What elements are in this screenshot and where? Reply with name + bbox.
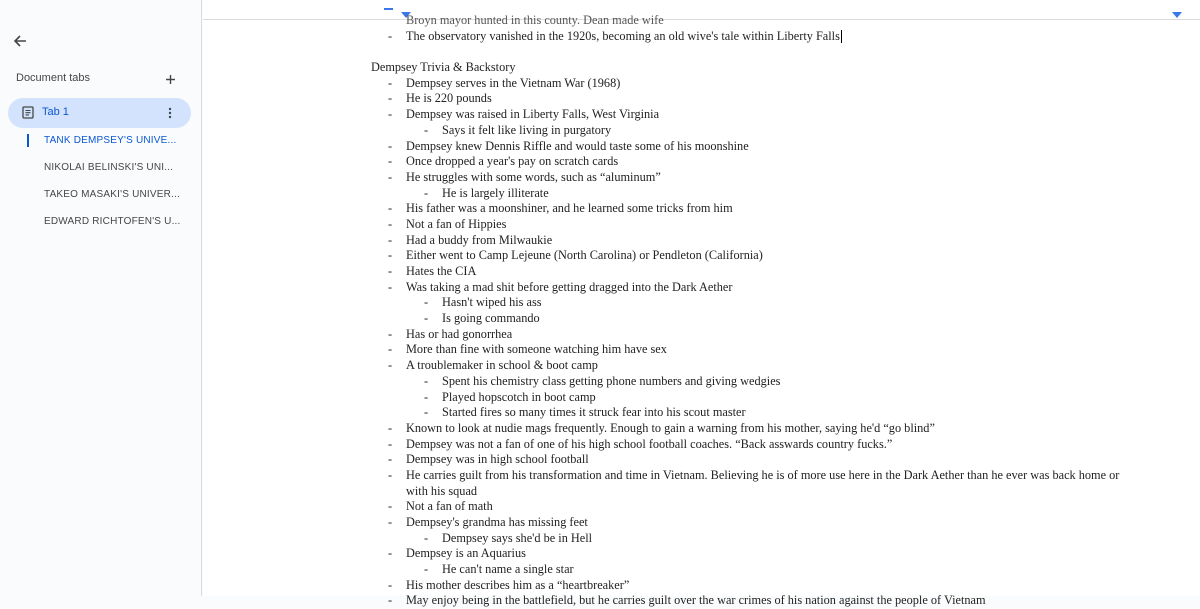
list-item: - Dempsey was raised in Liberty Falls, West Virginia	[388, 107, 660, 122]
list-item: - Dempsey's grandma has missing feet	[388, 515, 588, 529]
first-line-indent-marker[interactable]	[384, 8, 393, 10]
document-page[interactable]	[203, 13, 1200, 608]
list-item: - He can't name a single star	[424, 562, 574, 577]
document-icon	[22, 106, 34, 124]
list-item: - Is going commando	[424, 311, 540, 326]
add-tab-plus-icon[interactable]	[163, 72, 178, 87]
list-item: - Dempsey was in high school football	[388, 452, 589, 467]
list-item: - He struggles with some words, such as “aluminum”	[388, 169, 661, 184]
list-item: - Dempsey is an Aquarius	[388, 546, 526, 561]
list-item: - Had a buddy from Milwaukie	[388, 232, 553, 247]
tab-outline	[27, 127, 187, 235]
list-item: - Not a fan of Hippies	[388, 216, 507, 231]
list-item-continuation: with his squad	[406, 483, 478, 498]
list-item: - Either went to Camp Lejeune (North Carolina) or Pendleton (California)	[388, 248, 763, 263]
list-item: - He carries guilt from his transformation and time in Vietnam. Believing he is of more use here in the Dark Aether than he ever was back home or	[388, 467, 1120, 482]
list-item: - Dempsey serves in the Vietnam War (1968)	[388, 75, 621, 90]
text-cursor	[841, 30, 842, 43]
document-body[interactable]	[371, 13, 1171, 609]
list-item: - The observatory vanished in the 1920s, becoming an old wive's tale within Liberty Falls	[388, 28, 840, 43]
list-item: Broyn mayor hunted in this county. Dean made wife	[406, 13, 664, 27]
more-options-icon[interactable]	[164, 105, 176, 121]
tab-1[interactable]	[8, 98, 191, 128]
list-item: - Known to look at nudie mags frequently. Enough to gain a warning from his mother, saying he'd “go blind”	[388, 420, 935, 435]
list-item: - Not a fan of math	[388, 499, 493, 514]
outline-item-dempsey[interactable]: TANK DEMPSEY'S UNIVE...	[27, 127, 187, 154]
list-item: - Once dropped a year's pay on scratch cards	[388, 154, 619, 169]
list-item: - Spent his chemistry class getting phone numbers and giving wedgies	[424, 373, 781, 388]
list-item: - Was taking a mad shit before getting dragged into the Dark Aether	[388, 279, 733, 294]
tab-1-label: Tab 1	[42, 106, 69, 118]
list-item: - Started fires so many times it struck fear into his scout master	[424, 405, 746, 420]
outline-item-richtofen[interactable]: EDWARD RICHTOFEN'S U...	[44, 216, 181, 227]
observatory-line: The observatory vanished in the 1920s, becoming an old wive's tale within Liberty Falls	[406, 28, 840, 43]
list-item: - More than fine with someone watching him have sex	[388, 342, 667, 357]
list-item: - His mother describes him as a “heartbreaker”	[388, 577, 630, 592]
list-item: - Dempsey knew Dennis Riffle and would taste some of his moonshine	[388, 138, 749, 153]
list-item: - A troublemaker in school & boot camp	[388, 358, 598, 373]
list-item: - Says it felt like living in purgatory	[424, 122, 612, 137]
list-item: - His father was a moonshiner, and he learned some tricks from him	[388, 201, 733, 216]
list-item: - He is largely illiterate	[424, 185, 549, 200]
list-item: - Hates the CIA	[388, 264, 477, 278]
list-item: - Hasn't wiped his ass	[424, 295, 542, 310]
outline-item-nikolai[interactable]: NIKOLAI BELINSKI'S UNI...	[44, 162, 174, 173]
list-item: - Dempsey was not a fan of one of his high school football coaches. “Back asswards country fucks.”	[388, 436, 893, 451]
list-item: - He is 220 pounds	[388, 91, 492, 106]
list-item: - Has or had gonorrhea	[388, 326, 513, 341]
section-heading: Dempsey Trivia & Backstory	[371, 60, 516, 75]
document-tabs-sidebar	[0, 0, 202, 596]
list-item: - May enjoy being in the battlefield, but he carries guilt over the war crimes of his nation against the people of Vietnam	[388, 593, 986, 608]
back-arrow-icon[interactable]	[9, 30, 31, 52]
list-item: - Played hopscotch in boot camp	[424, 389, 596, 404]
right-indent-marker[interactable]	[1172, 12, 1182, 18]
document-tabs-heading: Document tabs	[16, 72, 90, 84]
outline-item-takeo[interactable]: TAKEO MASAKI'S UNIVER...	[44, 189, 180, 200]
list-item: - Dempsey says she'd be in Hell	[424, 530, 593, 545]
